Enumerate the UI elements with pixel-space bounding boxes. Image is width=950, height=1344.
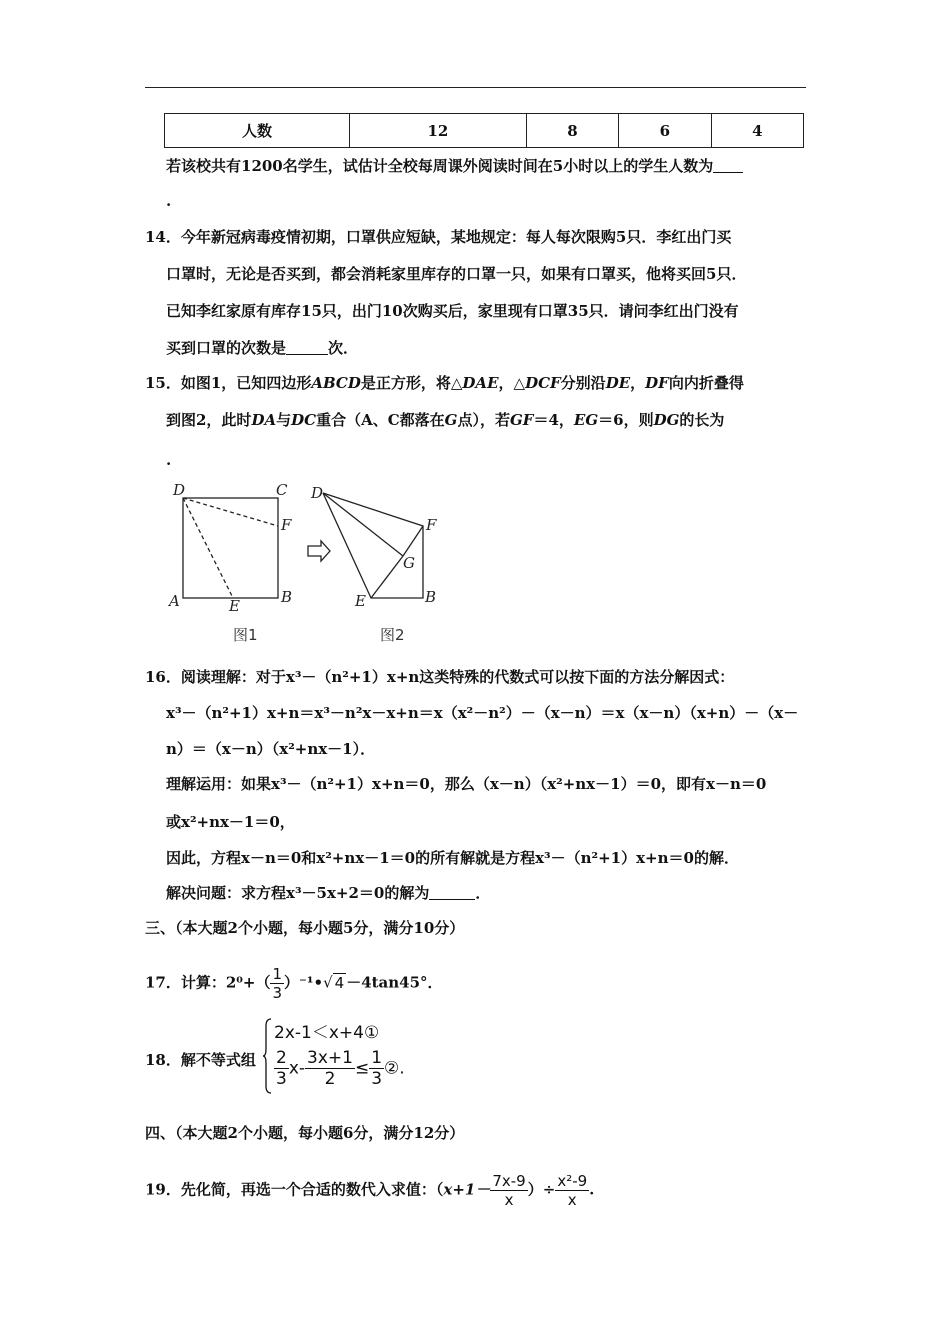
fraction: $\frac{3x+1}{2}$ [307,1048,353,1089]
q14-line1: 14．今年新冠病毒疫情初期，口罩供应短缺，某地规定：每人每次限购5只．李红出门买 [145,228,732,246]
fraction: $\frac{1}{3}$ [371,1048,383,1089]
q16-line3: n）＝（x－n）（x²+nx－1）． [166,740,376,758]
fraction: $\frac{2}{3}$ [276,1048,287,1089]
section-four-heading: 四、（本大题2个小题，每小题6分，满分12分） [145,1124,465,1142]
figure-1-caption: 图1 [233,626,258,644]
answer-blank [286,340,328,355]
table-cell: 人数 [165,114,350,148]
q13-text: 若该校共有1200名学生，试估计全校每周课外阅读时间在5小时以上的学生人数为 [166,157,743,175]
q19: 19．先化简，再选一个合适的数代入求值：（x+1－ $\frac{7x-9}{x}$ ）÷ $\frac{\text{x²-9}}{x}$ . [145,1172,595,1209]
label-f: F [281,516,292,534]
q16-line4: 理解运用：如果x³－（n²+1）x+n＝0，那么（x－n）（x²+nx－1）＝0，即有x－n＝0 [166,775,767,793]
data-table [164,113,804,148]
answer-blank [429,885,475,900]
answer-blank [713,158,743,173]
q15-line2: 到图2，此时DA与DC重合（A、C都落在G点），若GF＝4，EG＝6，则DG的长为 [166,411,725,429]
brace-icon [262,1018,272,1094]
label-d2: D [311,484,324,502]
label-g2: G [403,554,415,572]
quad-dfbe [323,493,423,598]
section-three-heading: 三、（本大题2个小题，每小题5分，满分10分） [145,919,465,937]
inequality-1: 2x-1＜x+4① [274,1023,380,1043]
q15-figure [163,478,453,648]
table-cell: 4 [711,114,803,148]
q16-line2: x³－（n²+1）x+n＝x³－n²x－x+n＝x（x²－n²）－（x－n）＝x（x－n）（x+n）－（x－ [166,704,799,722]
table-cell: 6 [619,114,711,148]
figure-1 [183,498,278,598]
figure-2 [323,493,423,598]
label-b: B [281,588,293,606]
segment-dg [323,493,403,556]
label-d: D [173,481,186,499]
q16-line7: 解决问题：求方程x³－5x+2＝0的解为 ． [166,884,491,902]
header-rule [145,87,806,88]
table-row [165,114,804,148]
q15-line1: 15．如图1，已知四边形ABCD是正方形，将△DAE，△DCF分别沿DE，DF向内折叠得 [145,374,744,392]
fraction: $\frac{1}{3}$ [272,965,282,1002]
square-abcd [183,498,278,598]
segment-gf [403,526,423,556]
q17: 17．计算：2⁰+（ $\frac{1}{3}$ ）⁻¹•√ 4 －4tan45°． [145,965,443,1002]
fraction: $\frac{\text{x²-9}}{x}$ [557,1172,588,1209]
figure-2-caption: 图2 [380,626,405,644]
label-f2: F [426,516,437,534]
arrow-icon [308,541,330,561]
fold-line-df [183,498,278,526]
label-e2: E [355,592,366,610]
q14-line4: 买到口罩的次数是 次． [166,339,359,357]
fold-line-de [183,498,233,598]
inequality-2: $\frac{2}{3}$ x- $\frac{3x+1}{2}$ ≤ $\frac{1}{3}$ ②. [276,1048,405,1089]
q16-line5: 或x²+nx－1＝0， [166,813,295,831]
q14-line2: 口罩时，无论是否买到，都会消耗家里库存的口罩一只，如果有口罩买，他将买回5只． [166,265,747,283]
label-b2: B [425,588,437,606]
q13-end: . [166,192,172,210]
label-e: E [229,597,240,615]
label-a: A [169,592,180,610]
label-c: C [276,481,288,499]
fraction: $\frac{7x-9}{x}$ [492,1172,526,1209]
segment-eg [371,556,403,598]
q14-line3: 已知李红家原有库存15只，出门10次购买后，家里现有口罩35只．请问李红出门没有 [166,302,739,320]
table-cell: 12 [350,114,527,148]
q18-label: 18．解不等式组 [145,1051,256,1069]
q16-line1: 16．阅读理解：对于x³－（n²+1）x+n这类特殊的代数式可以按下面的方法分解因式： [145,668,735,686]
table-cell: 8 [526,114,618,148]
q15-end: . [166,451,172,469]
q16-line6: 因此，方程x－n＝0和x²+nx－1＝0的所有解就是方程x³－（n²+1）x+n＝0的解． [166,849,739,867]
sqrt-icon: √ [323,973,333,992]
